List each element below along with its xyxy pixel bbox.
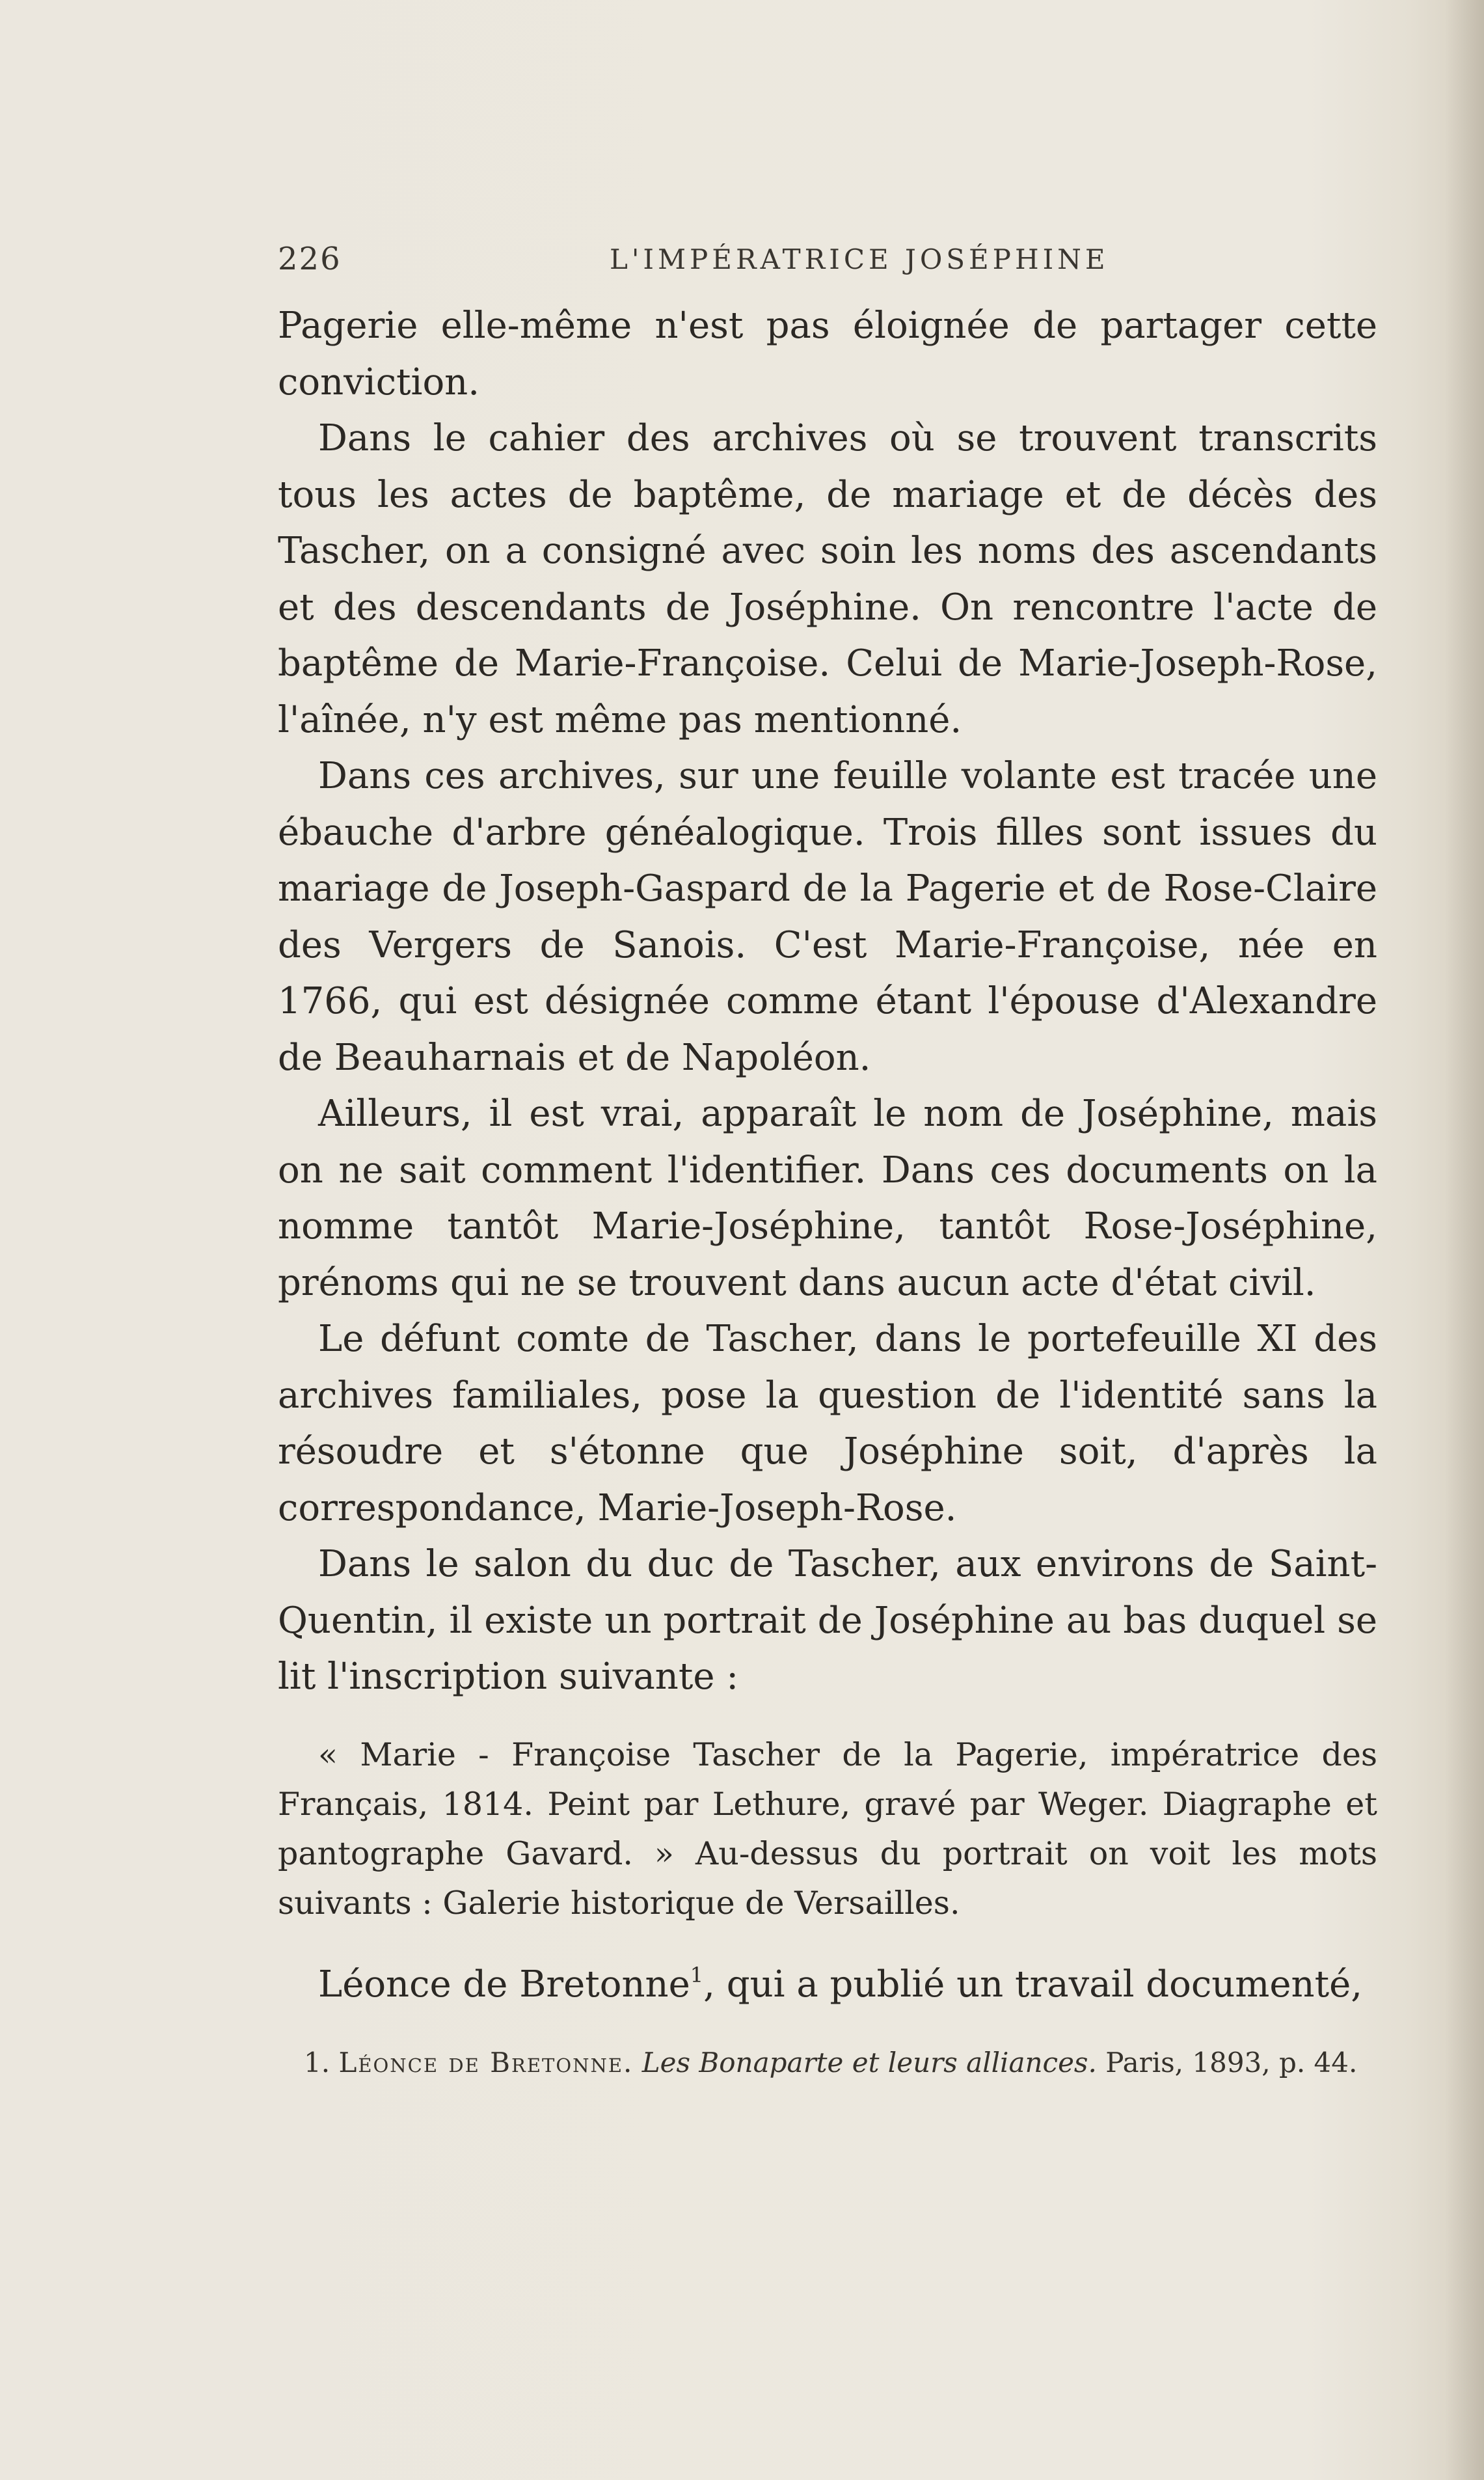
running-head <box>278 241 1384 280</box>
text-block <box>278 298 1377 2084</box>
paragraph-5: Le défunt comte de Tascher, dans le portefeuille XI des archives familiales, pose la question de l'identité sans la résoudre et s'étonne que Joséphine soit, d'après la correspondance, Marie-Joseph-Rose. <box>278 1318 1377 1529</box>
paragraph-7-rest: , qui a publié un travail documenté, <box>703 1963 1363 2006</box>
paragraph-6: Dans le salon du duc de Tascher, aux environs de Saint-Quentin, il existe un portrait de Joséphine au bas duquel se lit l'inscription suivante : <box>278 1543 1377 1698</box>
page-number: 226 <box>278 241 342 277</box>
footnote-reference[interactable]: 1 <box>690 1962 704 1987</box>
running-title: L'IMPÉRATRICE JOSÉPHINE <box>610 243 1109 275</box>
footnote-title: Les Bonaparte et leurs alliances. <box>641 2047 1097 2078</box>
paragraph-7 <box>278 1957 1377 2013</box>
footnote-author: Léonce de Bretonne. <box>338 2047 634 2078</box>
footnote-details: Paris, 1893, p. 44. <box>1105 2047 1358 2078</box>
page-edge-shadow <box>1445 0 1484 2480</box>
footnote <box>278 2041 1377 2084</box>
paragraph-1: Pagerie elle-même n'est pas éloignée de partager cette conviction. <box>278 305 1377 403</box>
inscription-quote: « Marie - Françoise Tascher de la Pagerie, impératrice des Français, 1814. Peint par Lethure, gravé par Weger. Diagraphe et pantographe Gavard. » Au-dessus du portrait on voit les mots suivants : Galerie historique de Versailles. <box>278 1736 1377 1922</box>
paragraph-4: Ailleurs, il est vrai, apparaît le nom de Joséphine, mais on ne sait comment l'identifier. Dans ces documents on la nomme tantôt Marie-Joséphine, tantôt Rose-Joséphine, prénoms qui ne se trouvent dans aucun acte d'état civil. <box>278 1093 1377 1304</box>
paragraph-3: Dans ces archives, sur une feuille volante est tracée une ébauche d'arbre généalogique. Trois filles sont issues du mariage de Joseph-Gaspard de la Pagerie et de Rose-Claire des Vergers de Sanois. C'est Marie-Françoise, née en 1766, qui est désignée comme étant l'épouse d'Alexandre de Beauharnais et de Napoléon. <box>278 755 1377 1079</box>
paragraph-2: Dans le cahier des archives où se trouvent transcrits tous les actes de baptême, de mariage et de décès des Tascher, on a consigné avec soin les noms des ascendants et des descendants de Joséphine. On rencontre l'acte de baptême de Marie-Françoise. Celui de Marie-Joseph-Rose, l'aînée, n'y est même pas mentionné. <box>278 417 1377 741</box>
footnote-number: 1. <box>304 2047 331 2078</box>
paragraph-7-text: Léonce de Bretonne <box>318 1963 690 2006</box>
